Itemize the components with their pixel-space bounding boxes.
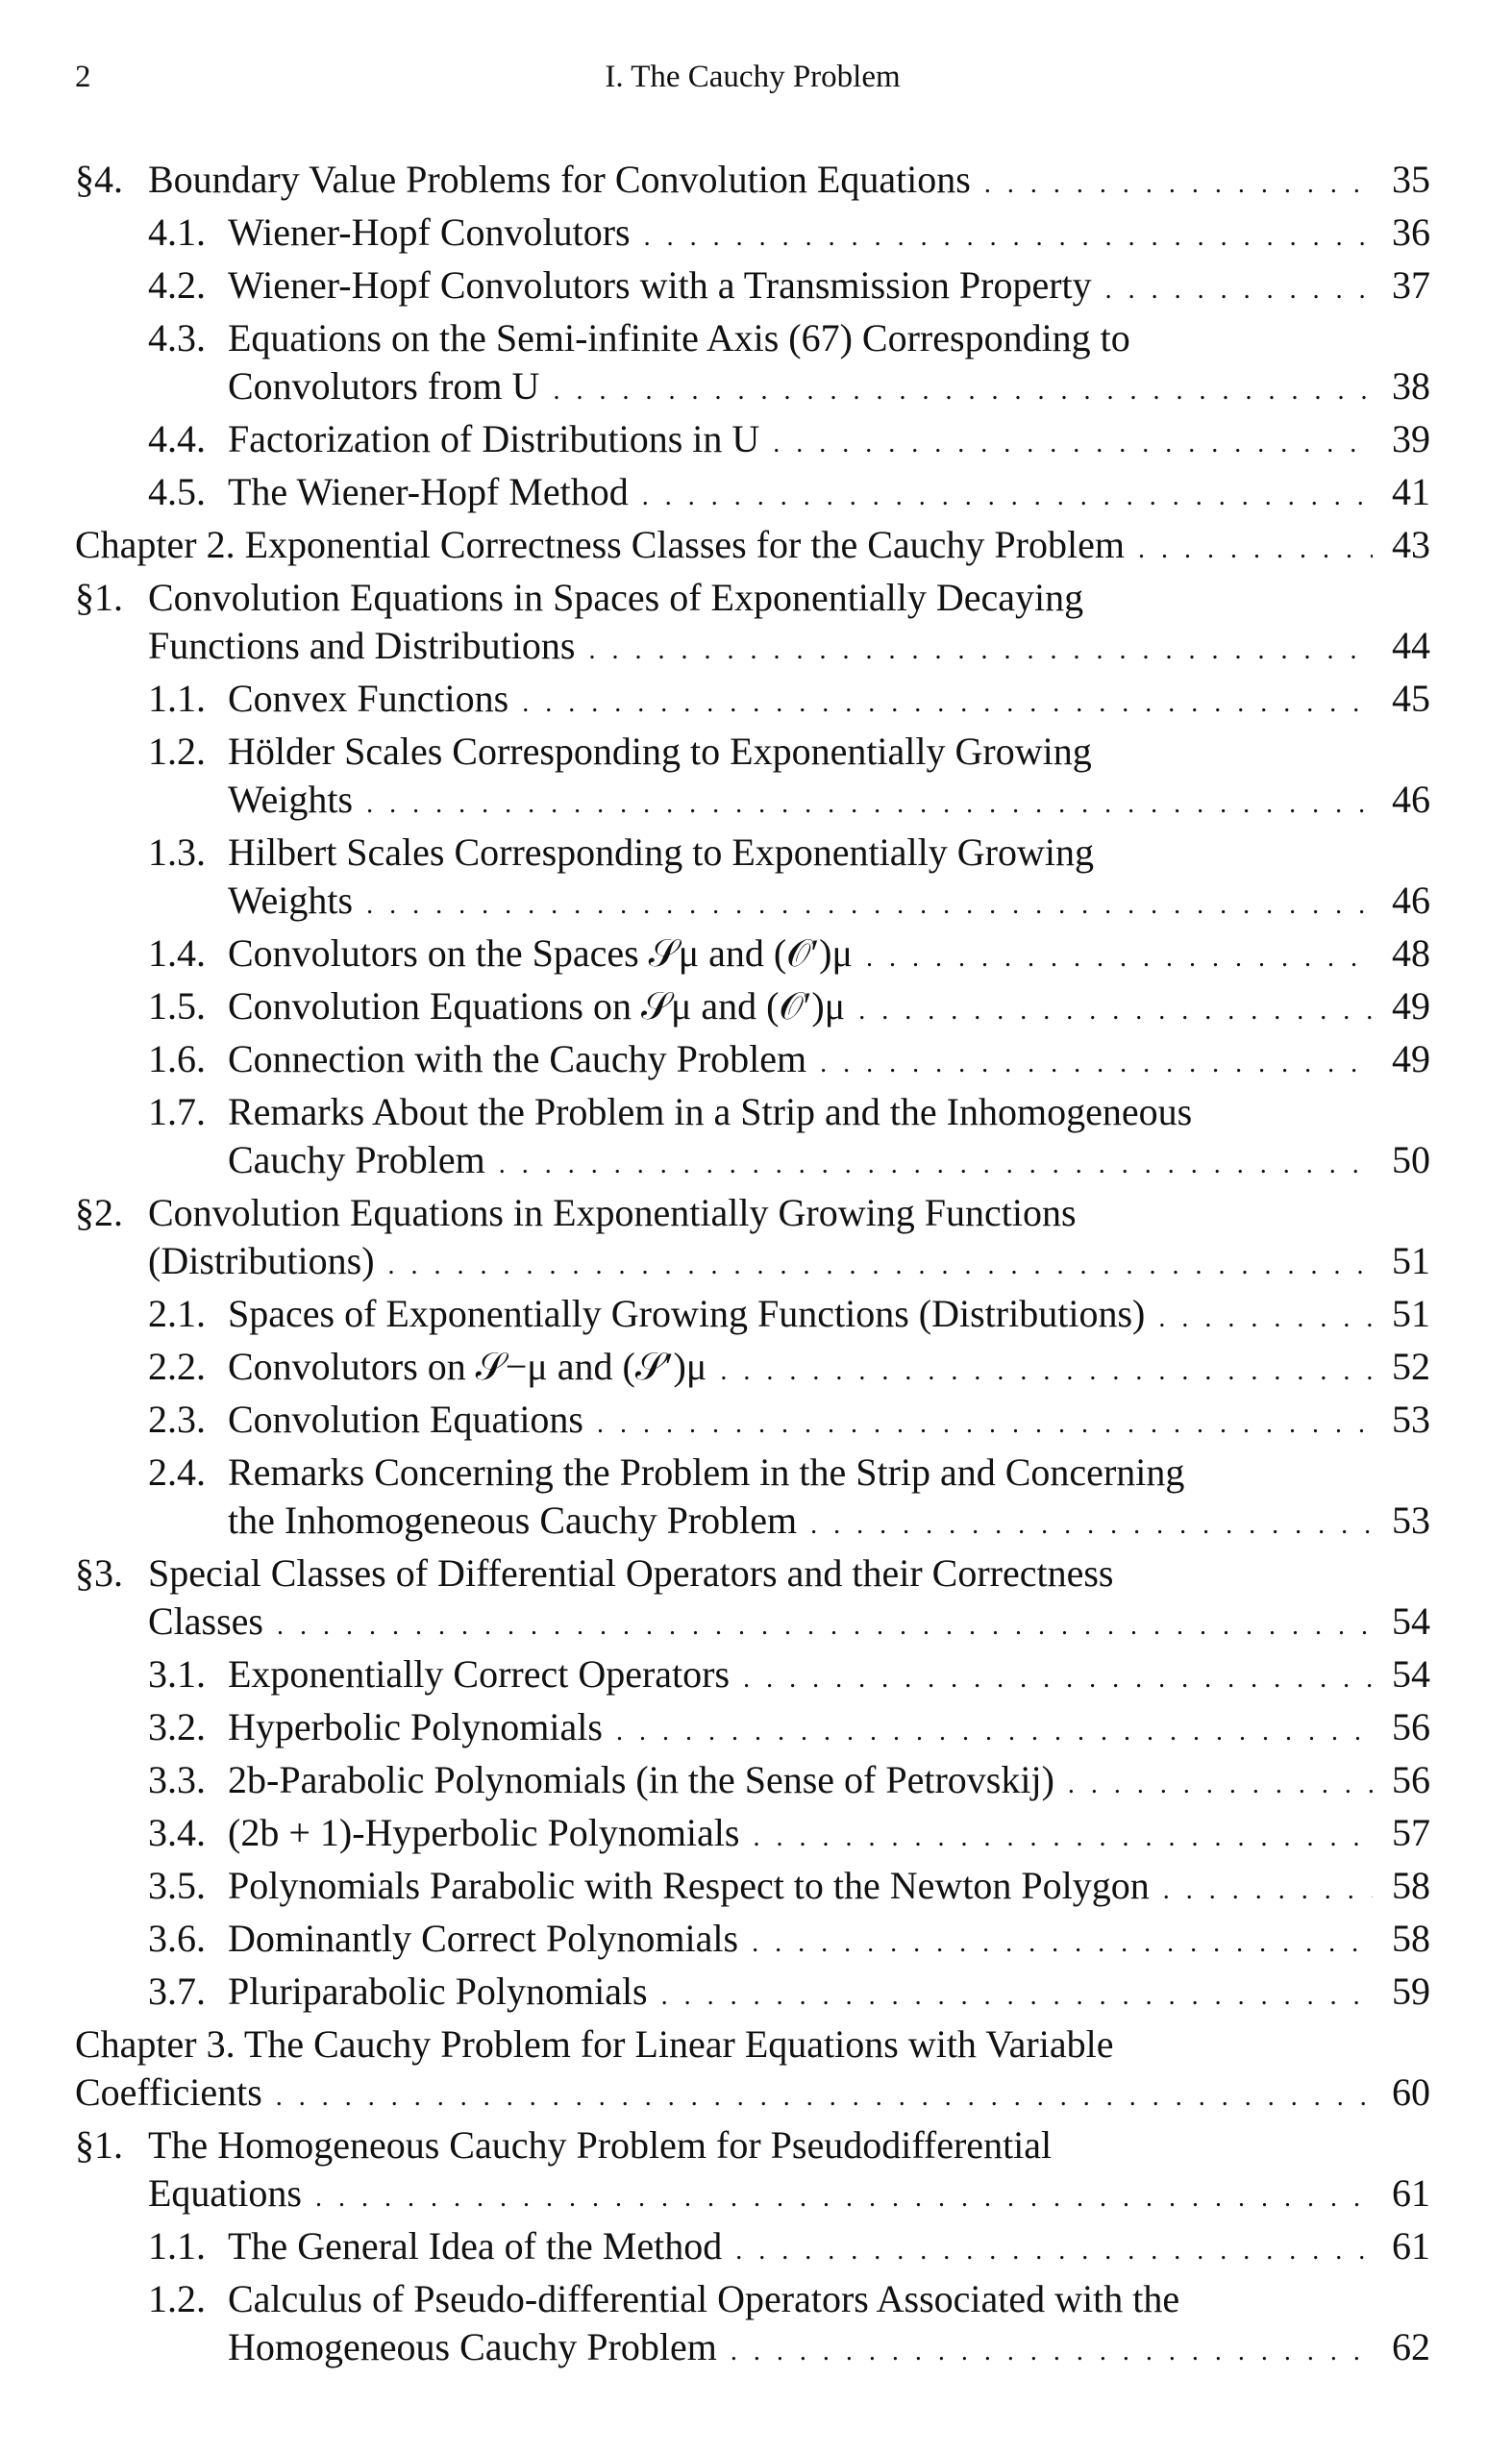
toc-page-number: 53: [1392, 1499, 1430, 1542]
toc-page-number: 45: [1392, 677, 1430, 720]
dot-leader: [735, 2227, 1373, 2275]
dot-leader: [588, 627, 1373, 675]
toc-subsection-entry: [75, 314, 1430, 415]
toc-subsection-entry: [75, 1650, 1430, 1703]
toc-page-number: 39: [1392, 417, 1430, 460]
toc-page-number: 60: [1392, 2070, 1430, 2114]
toc-subsection-entry: [75, 1449, 1430, 1549]
toc-entry-line: [228, 314, 1430, 362]
toc-page-number: 51: [1392, 1239, 1430, 1282]
toc-entry-title: Chapter 3. The Cauchy Problem for Linear Equations with Variable: [75, 2022, 1114, 2066]
toc-entry-title: Connection with the Cauchy Problem: [228, 1037, 807, 1080]
toc-entry-line: [228, 1088, 1430, 1136]
toc-entry-title: (Distributions): [148, 1239, 375, 1282]
dot-leader: [1105, 266, 1373, 314]
toc-subsection-entry: [75, 415, 1430, 468]
toc-entry-line: [228, 2222, 1430, 2275]
toc-entry-title: Classes: [148, 1599, 263, 1643]
toc-entry-title: Weights: [228, 778, 354, 821]
toc-entry-title: Homogeneous Cauchy Problem: [228, 2325, 717, 2368]
toc-entry-title: Convolutors on the Spaces 𝒮μ and (𝒪′)μ: [228, 931, 853, 975]
toc-entry-number: §2.: [75, 1191, 123, 1234]
toc-page-number: 44: [1392, 624, 1430, 667]
toc-entry-line: [228, 1968, 1430, 2020]
dot-leader: [752, 1920, 1373, 1968]
dot-leader: [1158, 1295, 1373, 1343]
toc-subsection-entry: [75, 468, 1430, 521]
toc-entry-line: [228, 776, 1430, 829]
dot-leader: [858, 987, 1373, 1035]
toc-page-number: 54: [1392, 1599, 1430, 1643]
toc-subsection-entry: [75, 1343, 1430, 1396]
dot-leader: [743, 1655, 1373, 1703]
toc-entry-title: Convolution Equations: [228, 1398, 583, 1441]
toc-page-number: 54: [1392, 1652, 1430, 1696]
toc-entry-line: [228, 1756, 1430, 1809]
dot-leader: [597, 1401, 1373, 1449]
toc-entry-number: 3.1.: [148, 1652, 206, 1696]
dot-leader: [366, 781, 1373, 829]
toc-entry-title: Dominantly Correct Polynomials: [228, 1917, 739, 1960]
toc-entry-title: Convolution Equations in Spaces of Exponentially Decaying: [148, 576, 1084, 619]
dot-leader: [277, 1602, 1373, 1650]
toc-entry-title: Hyperbolic Polynomials: [228, 1705, 603, 1748]
toc-entry-number: 4.4.: [148, 417, 206, 460]
toc-subsection-entry: [75, 1756, 1430, 1809]
running-head: [75, 60, 1430, 108]
toc-subsection-entry: [75, 930, 1430, 982]
toc-entry-line: [228, 2323, 1430, 2376]
dot-leader: [644, 213, 1373, 261]
toc-subsection-entry: [75, 1862, 1430, 1915]
toc-entry-title: Polynomials Parabolic with Respect to the Newton Polygon: [228, 1864, 1150, 1907]
toc-entry-number: 1.6.: [148, 1037, 206, 1080]
toc-entry-line: [228, 1862, 1430, 1915]
toc-entry-title: 2b-Parabolic Polynomials (in the Sense of Petrovskij): [228, 1758, 1054, 1801]
toc-entry-number: 1.4.: [148, 931, 206, 975]
toc-subsection-entry: [75, 675, 1430, 728]
toc-entry-number: 4.5.: [148, 470, 206, 513]
toc-subsection-entry: [75, 1915, 1430, 1968]
toc-entry-number: 3.4.: [148, 1811, 206, 1854]
dot-leader: [820, 1040, 1373, 1088]
toc-section-entry: [75, 574, 1430, 675]
toc-page-number: 58: [1392, 1864, 1430, 1907]
toc-page-number: 48: [1392, 931, 1430, 975]
dot-leader: [553, 367, 1373, 415]
toc-entry-title: Remarks Concerning the Problem in the Strip and Concerning: [228, 1450, 1185, 1494]
toc-page-number: 38: [1392, 364, 1430, 408]
dot-leader: [731, 2328, 1373, 2376]
toc-entry-title: Equations on the Semi-infinite Axis (67) Corresponding to: [228, 316, 1130, 359]
toc-page-number: 52: [1392, 1345, 1430, 1388]
toc-entry-number: 1.3.: [148, 830, 206, 874]
dot-leader: [1068, 1761, 1373, 1809]
toc-page-number: 61: [1392, 2171, 1430, 2215]
toc-subsection-entry: [75, 1290, 1430, 1343]
toc-subsection-entry: [75, 1703, 1430, 1756]
toc-entry-number: §1.: [75, 576, 123, 619]
toc-entry-number: 4.3.: [148, 316, 206, 359]
toc-page-number: 50: [1392, 1138, 1430, 1181]
toc-subsection-entry: [75, 1035, 1430, 1088]
toc-entry-line: [228, 468, 1430, 521]
toc-entry-number: 3.5.: [148, 1864, 206, 1907]
dot-leader: [810, 1501, 1373, 1549]
toc-entry-number: 1.1.: [148, 2224, 206, 2268]
toc-page-number: 43: [1392, 523, 1430, 566]
toc-entry-line: [148, 574, 1430, 622]
toc-section-entry: [75, 2121, 1430, 2222]
toc-entry-title: Spaces of Exponentially Growing Functions (Distributions): [228, 1292, 1146, 1335]
toc-page-number: 49: [1392, 984, 1430, 1028]
toc-page-number: 46: [1392, 778, 1430, 821]
toc-subsection-entry: [75, 728, 1430, 829]
toc-page-number: 46: [1392, 879, 1430, 922]
toc-page-number: 41: [1392, 470, 1430, 513]
toc-entry-line: [228, 1136, 1430, 1189]
dot-leader: [773, 420, 1373, 468]
toc-entry-line: [148, 2169, 1430, 2222]
toc-subsection-entry: [75, 2275, 1430, 2376]
toc-page-number: 35: [1392, 158, 1430, 201]
toc-entry-line: [228, 1650, 1430, 1703]
toc-entry-number: 3.7.: [148, 1970, 206, 2013]
dot-leader: [661, 1972, 1373, 2020]
toc-entry-number: 2.1.: [148, 1292, 206, 1335]
toc-entry-line: [228, 209, 1430, 261]
dot-leader: [388, 1242, 1373, 1290]
toc-entry-title: Convolution Equations on 𝒮μ and (𝒪′)μ: [228, 984, 846, 1028]
toc-section-entry: [75, 1549, 1430, 1650]
toc-entry-number: 1.2.: [148, 2277, 206, 2320]
toc-entry-number: 4.2.: [148, 263, 206, 307]
toc-page-number: 57: [1392, 1811, 1430, 1854]
toc-entry-line: [228, 982, 1430, 1035]
toc-entry-line: [228, 1290, 1430, 1343]
toc-entry-line: [228, 1343, 1430, 1396]
toc-entry-title: Equations: [148, 2171, 302, 2215]
toc-entry-number: 3.2.: [148, 1705, 206, 1748]
toc-entry-line: [148, 1189, 1430, 1237]
toc-entry-line: [75, 2020, 1430, 2069]
toc-entry-line: [148, 1598, 1430, 1650]
toc-subsection-entry: [75, 2222, 1430, 2275]
toc-subsection-entry: [75, 1968, 1430, 2020]
dot-leader: [522, 680, 1373, 728]
toc-entry-line: [228, 829, 1430, 877]
toc-entry-line: [228, 261, 1430, 314]
toc-entry-number: 1.5.: [148, 984, 206, 1028]
toc-subsection-entry: [75, 261, 1430, 314]
toc-entry-title: Convolutors on 𝒮−μ and (𝒮′)μ: [228, 1345, 707, 1388]
toc-page-number: 49: [1392, 1037, 1430, 1080]
toc-entry-number: §4.: [75, 158, 123, 201]
toc-entry-line: [228, 675, 1430, 728]
toc-entry-line: [228, 1497, 1430, 1549]
toc-entry-title: (2b + 1)-Hyperbolic Polynomials: [228, 1811, 740, 1854]
toc-entry-line: [148, 622, 1430, 675]
toc-entry-title: Functions and Distributions: [148, 624, 576, 667]
toc-entry-title: The Wiener-Hopf Method: [228, 470, 629, 513]
toc-entry-number: §1.: [75, 2123, 123, 2167]
dot-leader: [276, 2073, 1373, 2121]
toc-subsection-entry: [75, 1088, 1430, 1189]
dot-leader: [753, 1814, 1373, 1862]
dot-leader: [720, 1348, 1373, 1396]
toc-entry-title: Calculus of Pseudo-differential Operators Associated with the: [228, 2277, 1180, 2320]
dot-leader: [366, 881, 1373, 930]
toc-entry-line: [228, 362, 1430, 415]
toc-entry-title: Remarks About the Problem in a Strip and the Inhomogeneous: [228, 1090, 1193, 1133]
toc-page-number: 61: [1392, 2224, 1430, 2268]
toc-entry-title: Cauchy Problem: [228, 1138, 485, 1181]
toc-entry-number: 4.1.: [148, 211, 206, 254]
toc-entry-line: [148, 1549, 1430, 1598]
toc-entry-line: [228, 930, 1430, 982]
toc-entry-title: Wiener-Hopf Convolutors with a Transmission Property: [228, 263, 1092, 307]
toc-entry-line: [148, 1237, 1430, 1290]
toc-section-entry: [75, 156, 1430, 209]
page-number: 2: [75, 60, 91, 94]
toc-entry-line: [148, 156, 1430, 209]
toc-subsection-entry: [75, 829, 1430, 930]
toc-entry-line: [75, 2069, 1430, 2121]
toc-entry-number: 1.2.: [148, 730, 206, 773]
toc-entry-line: [228, 415, 1430, 468]
toc-entry-number: 3.3.: [148, 1758, 206, 1801]
toc-chapter-entry: [75, 521, 1430, 574]
toc-page-number: 53: [1392, 1398, 1430, 1441]
toc-entry-line: [148, 2121, 1430, 2169]
toc-entry-number: 1.7.: [148, 1090, 206, 1133]
toc-entry-line: [228, 728, 1430, 776]
toc-entry-line: [228, 2275, 1430, 2323]
toc-subsection-entry: [75, 1809, 1430, 1862]
toc-entry-title: Hilbert Scales Corresponding to Exponentially Growing: [228, 830, 1094, 874]
toc-page-number: 36: [1392, 211, 1430, 254]
toc-entry-title: the Inhomogeneous Cauchy Problem: [228, 1499, 798, 1542]
toc-entry-number: 2.3.: [148, 1398, 206, 1441]
dot-leader: [866, 934, 1373, 982]
dot-leader: [642, 473, 1373, 521]
toc-entry-line: [228, 1915, 1430, 1968]
running-title: I. The Cauchy Problem: [605, 60, 901, 94]
toc-entry-title: Special Classes of Differential Operators and their Correctness: [148, 1551, 1114, 1595]
toc-entry-number: §3.: [75, 1551, 123, 1595]
toc-entry-title: Weights: [228, 879, 354, 922]
dot-leader: [984, 161, 1373, 209]
dot-leader: [1163, 1867, 1373, 1915]
toc-chapter-entry: [75, 2020, 1430, 2121]
toc-entry-line: [228, 877, 1430, 930]
toc-entry-number: 3.6.: [148, 1917, 206, 1960]
toc-entry-number: 2.4.: [148, 1450, 206, 1494]
toc-entry-line: [228, 1396, 1430, 1449]
toc-entry-title: Factorization of Distributions in U: [228, 417, 760, 460]
toc-page-number: 51: [1392, 1292, 1430, 1335]
toc-page-number: 56: [1392, 1705, 1430, 1748]
toc-entry-number: 1.1.: [148, 677, 206, 720]
toc-page-number: 62: [1392, 2325, 1430, 2368]
toc-entry-line: [228, 1449, 1430, 1497]
toc-entry-title: Convolution Equations in Exponentially Growing Functions: [148, 1191, 1077, 1234]
toc-entry-title: Wiener-Hopf Convolutors: [228, 211, 631, 254]
toc-page-number: 37: [1392, 263, 1430, 307]
toc-entry-title: Convex Functions: [228, 677, 509, 720]
toc-entry-title: Pluriparabolic Polynomials: [228, 1970, 648, 2013]
toc-page-number: 59: [1392, 1970, 1430, 2013]
dot-leader: [616, 1708, 1373, 1756]
toc-entry-line: [75, 521, 1430, 574]
dot-leader: [1138, 526, 1373, 574]
toc-subsection-entry: [75, 209, 1430, 261]
toc-entry-title: Convolutors from U: [228, 364, 540, 408]
toc-page-number: 58: [1392, 1917, 1430, 1960]
toc-entry-line: [228, 1703, 1430, 1756]
toc-entry-title: Coefficients: [75, 2070, 262, 2114]
toc-entry-line: [228, 1035, 1430, 1088]
toc-entry-title: Boundary Value Problems for Convolution Equations: [148, 158, 971, 201]
toc-page-number: 56: [1392, 1758, 1430, 1801]
dot-leader: [499, 1141, 1373, 1189]
dot-leader: [315, 2174, 1373, 2222]
toc-entry-number: 2.2.: [148, 1345, 206, 1388]
toc-entry-title: Exponentially Correct Operators: [228, 1652, 731, 1696]
toc-subsection-entry: [75, 982, 1430, 1035]
toc-entry-title: The General Idea of the Method: [228, 2224, 723, 2268]
toc-entry-title: Hölder Scales Corresponding to Exponentially Growing: [228, 730, 1092, 773]
toc-section-entry: [75, 1189, 1430, 1290]
toc-subsection-entry: [75, 1396, 1430, 1449]
toc-entry-title: The Homogeneous Cauchy Problem for Pseudodifferential: [148, 2123, 1053, 2167]
toc-entry-title: Chapter 2. Exponential Correctness Classes for the Cauchy Problem: [75, 523, 1125, 566]
table-of-contents: [75, 156, 1430, 2376]
toc-entry-line: [228, 1809, 1430, 1862]
